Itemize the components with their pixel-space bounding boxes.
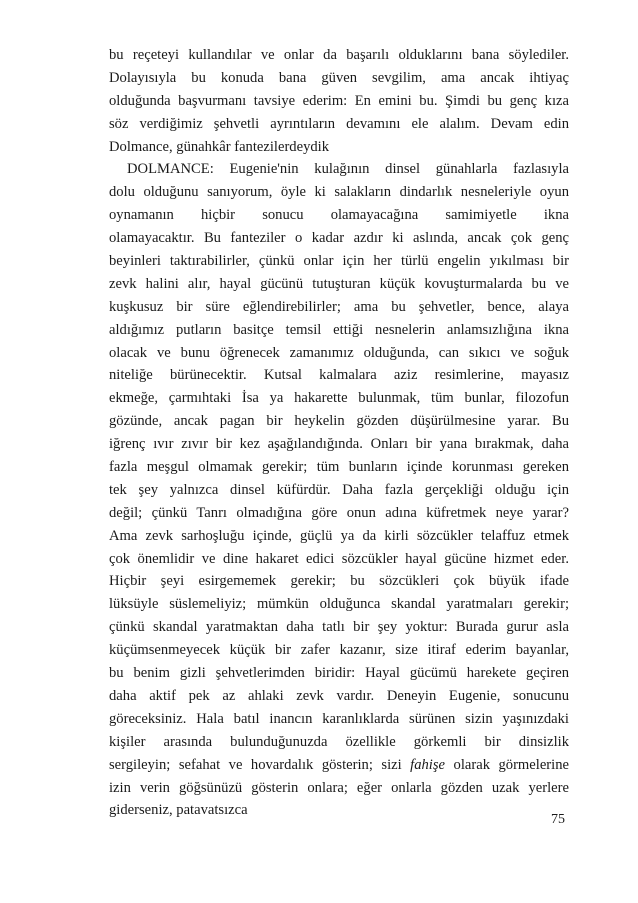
text-segment: sergileyin; sefahat ve hovardalık gösterin; sizi [109, 756, 402, 773]
text-line: dolu olduğunu sanıyorum, öyle ki salakların dindarlık nesneleriyle oyun [109, 184, 569, 201]
text-line: tek şey yalnızca dinsel küfürdür. Daha fazla gerçekliği olduğu için [109, 481, 569, 498]
text-line: kişiler arasında bulunduğunuzda özellikle görkemli bir dinsizlik [109, 733, 569, 750]
text-line: aldığımız putların basitçe temsil ettiği nesnelerin anlamsızlığına ikna [109, 321, 569, 338]
text-line: daha aktif pek az ahlaki zevk vardır. Deneyin Eugenie, sonucunu [109, 687, 569, 704]
body-text [109, 44, 569, 822]
text-line: olacak ve bunu öğrenecek zamanımız olduğunda, can sıkıcı ve soğuk [109, 344, 569, 361]
text-line: zevk halini alır, hayal gücünü tutuşturan küçük kovuşturmalarda bu ve [109, 275, 569, 292]
text-line: niteliğe bürünecektir. Kutsal kalmalara aziz resimlerine, mayasız [109, 367, 569, 384]
text-line: Ama zevk sarhoşluğu içinde, güçlü ya da kirli sözcükler telaffuz etmek [109, 527, 569, 544]
text-line: gözünde, ancak pagan bir heykelin gözden düşürülmesine yarar. Bu [109, 413, 569, 430]
text-segment: olarak görmelerine [445, 756, 569, 773]
text-line: Dolmance, günahkâr fantezilerdeydik [109, 138, 330, 155]
text-line: söz verdiğimiz şehvetli ayrıntıların devamını ele alalım. Devam edin [109, 115, 569, 132]
page-number: 75 [551, 812, 565, 827]
text-line: Dolayısıyla bu konuda bana güven sevgilim, ama ancak ihtiyaç [109, 69, 569, 86]
text-line-with-emphasis [109, 754, 569, 777]
text-line: Hiçbir şeyi esirgememek gerekir; bu sözcükleri çok büyük ifade [109, 573, 569, 590]
text-line: DOLMANCE: Eugenie'nin kulağının dinsel günahlarla fazlasıyla [127, 161, 569, 178]
text-line: ekmeğe, çarmıhtaki İsa ya hakarette bulunmak, tüm bunlar, filozofun [109, 390, 569, 407]
text-line: beyinleri taktırabilirler, çünkü onlar için her türlü engelin yıkılması bir [109, 253, 569, 270]
text-line: bu reçeteyi kullandılar ve onlar da başarılı olduklarını bana söylediler. [109, 47, 569, 63]
text-line: olamayacaktır. Bu fanteziler o kadar azdır ki aslında, ancak çok genç [109, 230, 569, 247]
text-line: lüksüyle süslemeliyiz; mümkün olduğunca skandal yaratmaları gerekir; [109, 596, 569, 613]
text-line: izin verin göğsünüzü gösterin onlara; eğer onlarla gözden uzak yerlere [109, 779, 569, 796]
text-line: iğrenç ıvır zıvır bir kez aşağılandığında. Onları bir yana bırakmak, daha [109, 436, 569, 453]
text-line: kuşkusuz bir süre eğlendirebilirler; ama bu şehvetler, bence, alaya [109, 298, 569, 315]
text-line: çok önemlidir ve dine hakaret edici sözcükler hayal gücüne hizmet eder. [109, 550, 569, 567]
text-line: fazla meşgul olmamak gerekir; tüm bunların içinde korunması gereken [109, 459, 569, 476]
emphasized-word: fahişe [410, 756, 446, 773]
text-line: çünkü skandal yaratmaktan daha tatlı bir şey yoktur: Burada gurur asla [109, 619, 569, 636]
text-line: küçümsenmeyecek küçük bir zafer kazanır, size itiraf ederim bayanlar, [109, 642, 569, 659]
text-line: göreceksiniz. Hala batıl inancın karanlıklarda sürünen sizin yaşınızdaki [109, 710, 569, 727]
text-line: bu benim gizli şehvetlerimden biridir: Hayal gücümü harekete geçiren [109, 665, 569, 682]
text-line: oynamanın hiçbir sonucu olamayacağına samimiyetle ikna [109, 207, 569, 224]
text-line: giderseniz, patavatsızca [109, 802, 248, 819]
text-line: değil; çünkü Tanrı olmadığına göre onun adına küfretmek neye yarar? [109, 504, 569, 521]
text-line: olduğunda başvurmanı tavsiye ederim: En emini bu. Şimdi bu genç kıza [109, 92, 569, 109]
